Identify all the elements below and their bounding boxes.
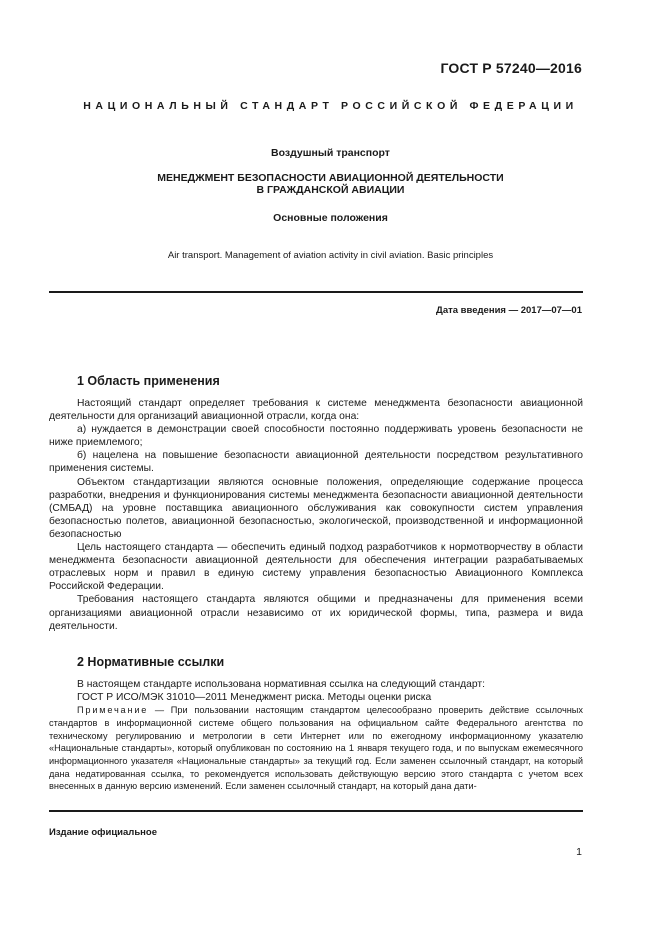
note-text: — При пользовании настоящим стандартом целесообразно проверить действие ссылочных стандартов в информационной системе общего пользования на официальном сайте Федерального агентства по техническому регулированию и метрологии в сети Интернет или по ежегодному информационному указателю «Национальные стандарты», который опубликован по состоянию на 1 января текущего года, и по выпускам ежемесячного информационного указателя «Национальные стандарты» за текущий год. Если заменен ссылочный стандарт, на который дана недатированная ссылка, то рекомендуется использовать действующую версию этого стандарта с учетом всех внесенных в данную версию изменений. Если заменен ссылочный стандарт, на который дана дати- — [49, 705, 583, 792]
title-line-2: В ГРАЖДАНСКОЙ АВИАЦИИ — [256, 184, 405, 196]
section-1 — [49, 374, 583, 633]
section-1-paragraph: Цель настоящего стандарта — обеспечить единый подход разработчиков к нормотворчеству в области менеджмента безопасности авиационной деятельности для обеспечения интеграции разрабатываемых отраслевых норм и правил в единую систему управления безопасностью Авиационного Комплекса Российской Федерации. — [49, 542, 583, 593]
national-standard-banner: НАЦИОНАЛЬНЫЙ СТАНДАРТ РОССИЙСКОЙ ФЕДЕРАЦИИ — [83, 100, 578, 112]
note-label: Примечание — [77, 705, 149, 716]
title-line-1: МЕНЕДЖМЕНТ БЕЗОПАСНОСТИ АВИАЦИОННОЙ ДЕЯТЕЛЬНОСТИ — [157, 172, 504, 184]
standard-subtitle: Основные положения — [273, 212, 388, 224]
section-2-heading: 2 Нормативные ссылки — [77, 655, 225, 669]
introduction-date: Дата введения — 2017—07—01 — [436, 305, 582, 316]
section-2 — [49, 655, 583, 793]
section-1-heading: 1 Область применения — [77, 374, 220, 388]
section-1-paragraph: Объектом стандартизации являются основные положения, определяющие содержание процесса разработки, внедрения и функционирования системы менеджмента безопасности авиационной деятельности (СМБАД) на уровне поставщика авиационного обслуживания как совокупности систем управления безопасностью полетов, авиационной безопасностью, экологической, производственной и информационной безопасностью — [49, 476, 583, 540]
section-2-note — [49, 704, 583, 793]
section-1-item-b: б) нацелена на повышение безопасности авиационной деятельности посредством результативного применения системы. — [49, 450, 583, 475]
section-1-paragraph: Требования настоящего стандарта являются общими и предназначены для применения всеми организациями авиационной отрасли независимо от их юридической формы, типа, размера и вида деятельности. — [49, 594, 583, 632]
standard-title — [0, 172, 661, 196]
section-1-paragraph: Настоящий стандарт определяет требования к системе менеджмента безопасности авиационной деятельности для организаций авиационной отрасли, когда она: — [49, 398, 583, 423]
edition-label: Издание официальное — [49, 827, 157, 838]
section-1-item-a: а) нуждается в демонстрации своей способности постоянно поддерживать уровень безопасности не ниже приемлемого; — [49, 424, 583, 449]
title-divider — [49, 291, 583, 293]
page-number: 1 — [576, 846, 582, 858]
standard-category: Воздушный транспорт — [271, 147, 390, 159]
section-2-reference: ГОСТ Р ИСО/МЭК 31010—2011 Менеджмент риска. Методы оценки риска — [77, 692, 432, 704]
document-number: ГОСТ Р 57240—2016 — [440, 60, 582, 76]
section-2-paragraph: В настоящем стандарте использована нормативная ссылка на следующий стандарт: — [77, 679, 485, 690]
english-title: Air transport. Management of aviation activity in civil aviation. Basic principles — [167, 250, 494, 261]
footer-divider — [49, 810, 583, 812]
